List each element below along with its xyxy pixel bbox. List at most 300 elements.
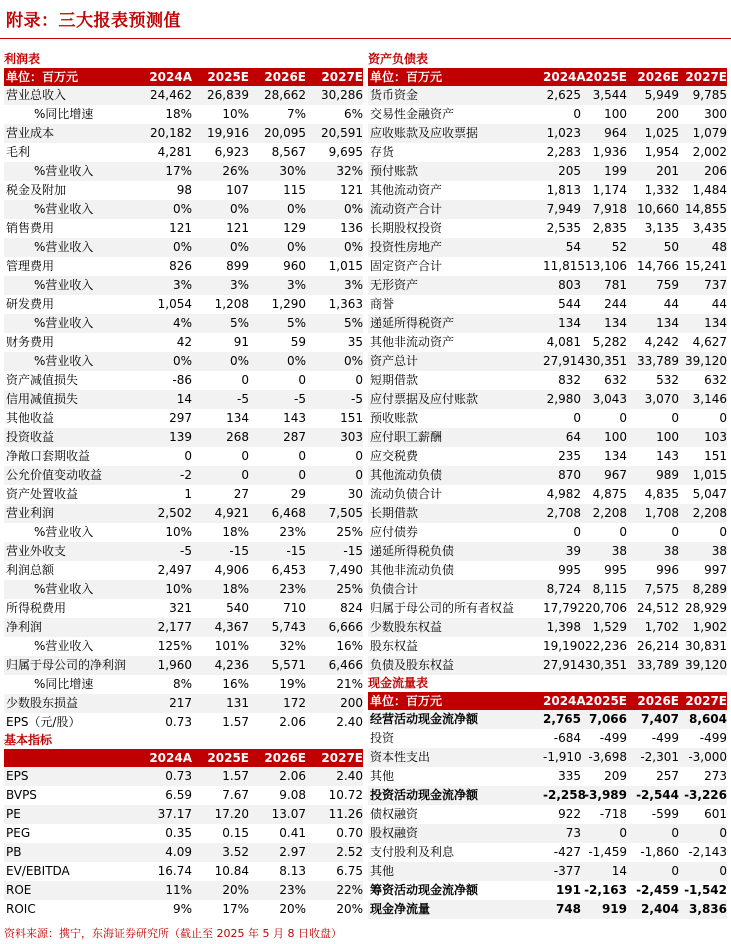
cell-value: 20,095 <box>264 126 306 140</box>
cell-value: -499 <box>651 731 679 745</box>
cell-value: 14 <box>176 392 192 406</box>
row-label: 毛利 <box>6 145 31 159</box>
row-label: 应收账款及应收票据 <box>370 126 479 140</box>
cell-value: 18% <box>222 525 249 539</box>
cell-value: 10% <box>165 582 192 596</box>
cell-value: 23% <box>279 883 306 897</box>
cell-value: 15,241 <box>685 259 727 273</box>
cell-value: -499 <box>699 731 727 745</box>
row-label: ROIC <box>6 902 36 916</box>
table-row <box>368 561 727 580</box>
cell-value: -3,698 <box>588 750 627 764</box>
cell-value: 1 <box>184 487 192 501</box>
row-label: 流动资产合计 <box>370 202 443 216</box>
row-label: 无形资产 <box>370 278 419 292</box>
table-row <box>4 428 363 447</box>
cell-value: 0% <box>172 354 192 368</box>
cell-value: 2,283 <box>546 145 581 159</box>
table-row <box>4 485 363 504</box>
row-label: 资产总计 <box>370 354 419 368</box>
table-row <box>4 219 363 238</box>
cell-value: 25% <box>336 525 363 539</box>
row-label: 归属于母公司的净利润 <box>6 658 127 672</box>
row-label: 债权融资 <box>370 807 419 821</box>
cell-value: 2,208 <box>592 506 627 520</box>
cell-value: 38 <box>711 544 727 558</box>
cell-value: 27 <box>233 487 249 501</box>
year-header: 2024A <box>543 694 586 708</box>
table-row <box>4 713 363 732</box>
cell-value: 103 <box>704 430 727 444</box>
table-row <box>4 143 363 162</box>
cell-value: 139 <box>169 430 192 444</box>
table-row <box>368 618 727 637</box>
row-label: 管理费用 <box>6 259 55 273</box>
cell-value: 922 <box>558 807 581 821</box>
cell-value: 48 <box>711 240 727 254</box>
cell-value: 2,002 <box>692 145 727 159</box>
cell-value: 17% <box>165 164 192 178</box>
table-row <box>4 618 363 637</box>
cell-value: 134 <box>604 316 627 330</box>
cell-value: 7% <box>286 107 306 121</box>
cell-value: 33,789 <box>637 354 679 368</box>
cell-value: 19,916 <box>207 126 249 140</box>
cell-value: 1.57 <box>222 715 249 729</box>
cell-value: 997 <box>704 563 727 577</box>
table-row <box>4 200 363 219</box>
table-row <box>4 466 363 485</box>
cell-value: 20,706 <box>585 601 627 615</box>
year-header: 2025E <box>585 694 627 708</box>
table-row <box>4 656 363 675</box>
row-label: BVPS <box>6 788 37 802</box>
cell-value: 0% <box>172 240 192 254</box>
cell-value: 121 <box>169 221 192 235</box>
cell-value: 100 <box>604 430 627 444</box>
table-row <box>4 447 363 466</box>
cell-value: 20% <box>336 902 363 916</box>
cell-value: 143 <box>283 411 306 425</box>
year-header: 2024A <box>543 70 586 84</box>
cell-value: 0% <box>286 202 306 216</box>
cell-value: 0% <box>229 354 249 368</box>
cell-value: 52 <box>611 240 627 254</box>
cell-value: 35 <box>347 335 363 349</box>
cashflow-header <box>368 692 727 710</box>
table-row <box>4 276 363 295</box>
cell-value: 759 <box>656 278 679 292</box>
cell-value: 6,923 <box>214 145 249 159</box>
cell-value: -2 <box>180 468 192 482</box>
cell-value: -3,226 <box>684 788 727 802</box>
table-row <box>368 181 727 200</box>
table-row <box>4 333 363 352</box>
year-header: 2025E <box>207 751 249 765</box>
table-row <box>368 124 727 143</box>
table-row <box>4 523 363 542</box>
table-row <box>4 181 363 200</box>
cell-value: 0 <box>355 373 363 387</box>
cell-value: 27,914 <box>543 354 585 368</box>
cell-value: 2,765 <box>543 712 581 726</box>
cell-value: -1,860 <box>640 845 679 859</box>
cell-value: -3,000 <box>688 750 727 764</box>
cell-value: 4,982 <box>546 487 581 501</box>
year-header: 2025E <box>207 70 249 84</box>
cell-value: 3,836 <box>689 902 727 916</box>
table-row <box>368 656 727 675</box>
table-row <box>368 523 727 542</box>
cell-value: 235 <box>558 449 581 463</box>
cell-value: 39 <box>565 544 581 558</box>
cell-value: 101% <box>214 639 249 653</box>
cell-value: 540 <box>226 601 249 615</box>
row-label: 流动负债合计 <box>370 487 443 501</box>
cell-value: -15 <box>286 544 306 558</box>
cell-value: 39,120 <box>685 354 727 368</box>
row-label: 应付票据及应付账款 <box>370 392 479 406</box>
table-row <box>4 295 363 314</box>
cell-value: 0% <box>229 240 249 254</box>
row-label: %营业收入 <box>34 639 94 653</box>
unit-label: 单位：百万元 <box>6 70 79 84</box>
year-header: 2026E <box>637 694 679 708</box>
table-row <box>4 238 363 257</box>
cell-value: 0 <box>619 525 627 539</box>
cell-value: 11,815 <box>543 259 585 273</box>
table-row <box>368 881 727 900</box>
table-row <box>368 86 727 105</box>
cell-value: 134 <box>704 316 727 330</box>
table-row <box>4 371 363 390</box>
table-row <box>4 86 363 105</box>
cell-value: 303 <box>340 430 363 444</box>
cell-value: 30,351 <box>585 658 627 672</box>
cell-value: 38 <box>611 544 627 558</box>
cell-value: 20% <box>222 883 249 897</box>
cell-value: 273 <box>704 769 727 783</box>
right-column <box>368 51 727 919</box>
table-row <box>368 295 727 314</box>
cell-value: 32% <box>336 164 363 178</box>
table-row <box>368 200 727 219</box>
table-row <box>4 843 363 862</box>
cell-value: 100 <box>656 430 679 444</box>
table-row <box>368 843 727 862</box>
year-header: 2027E <box>321 70 363 84</box>
cell-value: 38 <box>663 544 679 558</box>
cell-value: 3,043 <box>592 392 627 406</box>
table-row <box>368 352 727 371</box>
table-row <box>368 276 727 295</box>
cell-value: 5% <box>229 316 249 330</box>
row-label: 支付股利及利息 <box>370 845 455 859</box>
cell-value: 143 <box>656 449 679 463</box>
cell-value: 7,490 <box>328 563 363 577</box>
cell-value: -5 <box>237 392 249 406</box>
cell-value: 26,839 <box>207 88 249 102</box>
row-label: 其他流动负债 <box>370 468 443 482</box>
cell-value: 30,831 <box>685 639 727 653</box>
cell-value: 0.35 <box>165 826 192 840</box>
cell-value: 7.67 <box>222 788 249 802</box>
cell-value: 131 <box>226 696 249 710</box>
row-label: 所得税费用 <box>6 601 67 615</box>
cell-value: 134 <box>558 316 581 330</box>
cell-value: -1,910 <box>543 750 582 764</box>
cell-value: 0 <box>573 411 581 425</box>
table-row <box>4 409 363 428</box>
cell-value: 748 <box>555 902 581 916</box>
unit-label: 单位：百万元 <box>370 694 443 708</box>
row-label: 财务费用 <box>6 335 55 349</box>
cell-value: 5,949 <box>644 88 679 102</box>
cell-value: 2.40 <box>336 769 363 783</box>
cell-value: 4.09 <box>165 845 192 859</box>
cell-value: 8,604 <box>689 712 727 726</box>
cell-value: 5,282 <box>592 335 627 349</box>
table-row <box>4 580 363 599</box>
cell-value: 125% <box>157 639 192 653</box>
table-row <box>368 485 727 504</box>
cell-value: 4,875 <box>592 487 627 501</box>
table-row <box>4 561 363 580</box>
row-label: 营业利润 <box>6 506 55 520</box>
cell-value: 5,571 <box>271 658 306 672</box>
table-row <box>368 333 727 352</box>
cell-value: 632 <box>704 373 727 387</box>
cell-value: 4% <box>172 316 192 330</box>
cell-value: 0 <box>573 107 581 121</box>
cell-value: 0 <box>241 468 249 482</box>
cell-value: 803 <box>558 278 581 292</box>
title-divider <box>0 38 731 39</box>
cell-value: 2.97 <box>279 845 306 859</box>
row-label: 负债及股东权益 <box>370 658 455 672</box>
table-row <box>4 390 363 409</box>
cell-value: 172 <box>283 696 306 710</box>
cell-value: 151 <box>340 411 363 425</box>
cell-value: 2,535 <box>546 221 581 235</box>
cell-value: 7,407 <box>641 712 679 726</box>
cell-value: 0 <box>671 525 679 539</box>
cell-value: 0 <box>241 449 249 463</box>
cell-value: 3,135 <box>644 221 679 235</box>
cell-value: 9,785 <box>692 88 727 102</box>
cell-value: 1,290 <box>271 297 306 311</box>
year-header: 2026E <box>264 70 306 84</box>
cell-value: 20% <box>279 902 306 916</box>
cell-value: 3% <box>343 278 363 292</box>
row-label: PB <box>6 845 22 859</box>
cell-value: -599 <box>651 807 679 821</box>
cell-value: 9.08 <box>279 788 306 802</box>
cell-value: 14,766 <box>637 259 679 273</box>
cell-value: 257 <box>656 769 679 783</box>
cell-value: 10% <box>222 107 249 121</box>
cell-value: 737 <box>704 278 727 292</box>
cell-value: 129 <box>283 221 306 235</box>
cell-value: 16.74 <box>157 864 192 878</box>
cell-value: 824 <box>340 601 363 615</box>
cell-value: 8,724 <box>546 582 581 596</box>
table-row <box>368 257 727 276</box>
cell-value: 200 <box>340 696 363 710</box>
basic-header <box>4 749 363 767</box>
row-label: 投资收益 <box>6 430 55 444</box>
row-label: %营业收入 <box>34 316 94 330</box>
cell-value: 870 <box>558 468 581 482</box>
table-row <box>4 767 363 786</box>
cell-value: 6,466 <box>328 658 363 672</box>
cell-value: -15 <box>229 544 249 558</box>
unit-label: 单位：百万元 <box>370 70 443 84</box>
cell-value: 7,918 <box>592 202 627 216</box>
cell-value: 2,980 <box>546 392 581 406</box>
cell-value: 4,081 <box>546 335 581 349</box>
basic-table-body <box>4 767 363 919</box>
row-label: %营业收入 <box>34 278 94 292</box>
cell-value: 0.70 <box>336 826 363 840</box>
table-row <box>4 900 363 919</box>
cell-value: 0% <box>343 240 363 254</box>
year-header: 2027E <box>685 70 727 84</box>
cell-value: 18% <box>222 582 249 596</box>
cell-value: 191 <box>555 883 581 897</box>
cell-value: 995 <box>604 563 627 577</box>
basic-indicators-title: 基本指标 <box>4 733 53 747</box>
table-row <box>368 466 727 485</box>
row-label: 其他非流动负债 <box>370 563 455 577</box>
cell-value: 1,398 <box>546 620 581 634</box>
row-label: %营业收入 <box>34 354 94 368</box>
cell-value: 960 <box>283 259 306 273</box>
cell-value: 10,660 <box>637 202 679 216</box>
table-row <box>368 105 727 124</box>
cell-value: 16% <box>336 639 363 653</box>
row-label: 存货 <box>370 145 395 159</box>
cell-value: 13.07 <box>271 807 306 821</box>
cell-value: 24,462 <box>150 88 192 102</box>
cell-value: 20,591 <box>321 126 363 140</box>
cell-value: 115 <box>283 183 306 197</box>
year-header: 2024A <box>149 70 192 84</box>
cell-value: 9% <box>172 902 192 916</box>
cell-value: 0 <box>355 449 363 463</box>
cell-value: 209 <box>604 769 627 783</box>
cell-value: 39,120 <box>685 658 727 672</box>
cell-value: 3,146 <box>692 392 727 406</box>
cell-value: 16% <box>222 677 249 691</box>
cell-value: 6% <box>343 107 363 121</box>
cell-value: 989 <box>656 468 679 482</box>
table-row <box>4 542 363 561</box>
page-title: 附录：三大报表预测值 <box>6 11 181 31</box>
cell-value: -5 <box>351 392 363 406</box>
row-label: 净敞口套期收益 <box>6 449 91 463</box>
cell-value: 17% <box>222 902 249 916</box>
cell-value: 98 <box>176 183 192 197</box>
year-header: 2026E <box>637 70 679 84</box>
cell-value: 0 <box>298 373 306 387</box>
table-row <box>368 637 727 656</box>
unit-label-empty <box>4 749 135 767</box>
cell-value: 7,949 <box>546 202 581 216</box>
cashflow-table-body <box>368 710 727 919</box>
cell-value: 14,855 <box>685 202 727 216</box>
balance-table-body <box>368 86 727 675</box>
cell-value: 3,544 <box>592 88 627 102</box>
cell-value: 0 <box>298 449 306 463</box>
cell-value: 107 <box>226 183 249 197</box>
cell-value: 28,662 <box>264 88 306 102</box>
cell-value: 17.20 <box>214 807 249 821</box>
balance-sheet-title: 资产负债表 <box>368 52 429 66</box>
row-label: 资本性支出 <box>370 750 431 764</box>
row-label: 现金净流量 <box>370 902 431 916</box>
row-label: 其他流动资产 <box>370 183 443 197</box>
table-row <box>368 428 727 447</box>
income-table-body <box>4 86 363 732</box>
table-row <box>368 748 727 767</box>
cell-value: 5% <box>343 316 363 330</box>
cell-value: 11.26 <box>328 807 363 821</box>
row-label: EV/EBITDA <box>6 864 70 878</box>
cell-value: 964 <box>604 126 627 140</box>
cell-value: 0 <box>719 826 727 840</box>
cell-value: 781 <box>604 278 627 292</box>
row-label: 资产处置收益 <box>6 487 79 501</box>
cell-value: 3% <box>172 278 192 292</box>
cell-value: 4,921 <box>214 506 249 520</box>
cell-value: 30% <box>279 164 306 178</box>
table-row <box>368 409 727 428</box>
row-label: %营业收入 <box>34 525 94 539</box>
cell-value: 20,182 <box>150 126 192 140</box>
cell-value: 1,813 <box>546 183 581 197</box>
cell-value: 7,575 <box>644 582 679 596</box>
table-row <box>368 447 727 466</box>
cell-value: 995 <box>558 563 581 577</box>
cell-value: 9,695 <box>328 145 363 159</box>
table-row <box>368 238 727 257</box>
cell-value: 1,954 <box>644 145 679 159</box>
cell-value: 3% <box>229 278 249 292</box>
row-label: 递延所得税资产 <box>370 316 455 330</box>
cell-value: 91 <box>233 335 249 349</box>
cell-value: 2.06 <box>279 715 306 729</box>
cell-value: 32% <box>279 639 306 653</box>
row-label: 投资 <box>370 731 395 745</box>
cell-value: 205 <box>558 164 581 178</box>
row-label: 股东权益 <box>370 639 419 653</box>
cell-value: 4,367 <box>214 620 249 634</box>
table-row <box>4 257 363 276</box>
row-label: 货币资金 <box>370 88 419 102</box>
cell-value: 18% <box>165 107 192 121</box>
table-row <box>4 862 363 881</box>
row-label: 预收账款 <box>370 411 419 425</box>
row-label: 投资性房地产 <box>370 240 443 254</box>
cell-value: 8,115 <box>592 582 627 596</box>
cell-value: 3% <box>286 278 306 292</box>
table-row <box>368 710 727 729</box>
cell-value: 73 <box>565 826 581 840</box>
row-label: 利润总额 <box>6 563 55 577</box>
row-label: 销售费用 <box>6 221 55 235</box>
cell-value: 297 <box>169 411 192 425</box>
